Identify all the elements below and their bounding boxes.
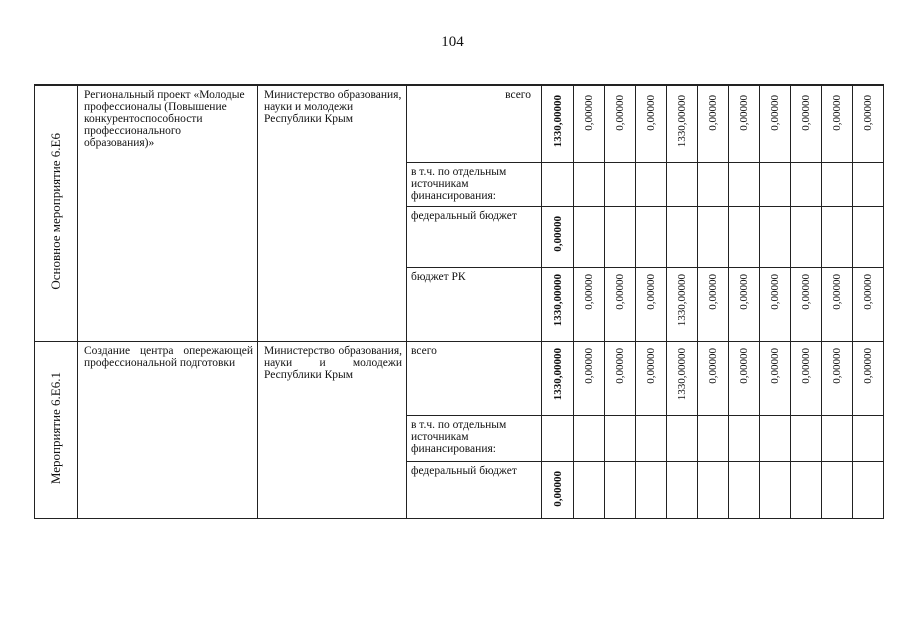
- amount-value: 0,00000: [800, 273, 812, 310]
- block-label: Основное мероприятие 6.Е6: [48, 133, 63, 291]
- amount-cell: [729, 162, 760, 206]
- amount-value: 0,00000: [800, 95, 812, 131]
- amount-cell: [698, 206, 729, 267]
- block-label: Мероприятие 6.Е6.1: [48, 371, 63, 485]
- table-row: [35, 85, 884, 162]
- executor: Министерство образования, науки и молодежи Республики Крым: [258, 341, 407, 518]
- measure-name: Создание центра опережающей профессиональной подготовки: [78, 341, 258, 518]
- amount-cell: [853, 85, 884, 162]
- amount-value: 1330,00000: [551, 347, 564, 400]
- amount-cell: [791, 206, 822, 267]
- amount-cell: [667, 206, 698, 267]
- amount-cell: [605, 461, 636, 518]
- amount-cell: [822, 162, 853, 206]
- funding-type: в т.ч. по отдельным источникам финансирования:: [407, 415, 542, 461]
- amount-cell: [729, 415, 760, 461]
- amount-cell: [698, 267, 729, 341]
- amount-value: 1330,00000: [676, 347, 688, 400]
- funding-type: всего: [407, 341, 542, 415]
- amount-value: 0,00000: [831, 273, 843, 310]
- amount-value: 0,00000: [614, 95, 626, 131]
- amount-cell: [729, 461, 760, 518]
- table-row: [35, 341, 884, 415]
- amount-cell: [698, 341, 729, 415]
- measure-name: Региональный проект «Молодые профессионалы (Повышение конкурентоспособности профессионального образования)»: [78, 85, 258, 341]
- amount-cell: [760, 461, 791, 518]
- amount-value: 1330,00000: [676, 95, 688, 148]
- block-label-cell: [35, 341, 78, 518]
- amount-value: 0,00000: [707, 347, 719, 384]
- amount-cell: [542, 206, 574, 267]
- amount-value: 1330,00000: [676, 273, 688, 326]
- amount-cell: [853, 415, 884, 461]
- amount-cell: [791, 267, 822, 341]
- amount-value: 0,00000: [583, 95, 595, 131]
- amount-value: 0,00000: [707, 273, 719, 310]
- funding-type: федеральный бюджет: [407, 461, 542, 518]
- amount-cell: [698, 461, 729, 518]
- amount-cell: [760, 206, 791, 267]
- amount-cell: [636, 162, 667, 206]
- amount-cell: [822, 267, 853, 341]
- amount-cell: [822, 415, 853, 461]
- amount-cell: [667, 341, 698, 415]
- amount-value: 0,00000: [738, 273, 750, 310]
- amount-value: 0,00000: [583, 273, 595, 310]
- amount-cell: [542, 267, 574, 341]
- amount-cell: [605, 206, 636, 267]
- amount-cell: [729, 267, 760, 341]
- executor: Министерство образования, науки и молодежи Республики Крым: [258, 85, 407, 341]
- amount-cell: [636, 85, 667, 162]
- amount-cell: [760, 85, 791, 162]
- amount-cell: [667, 415, 698, 461]
- amount-cell: [853, 162, 884, 206]
- amount-cell: [822, 341, 853, 415]
- amount-cell: [760, 341, 791, 415]
- amount-cell: [698, 415, 729, 461]
- amount-value: 0,00000: [831, 95, 843, 131]
- amount-cell: [760, 267, 791, 341]
- funding-type: всего: [407, 85, 542, 162]
- amount-value: 0,00000: [862, 95, 874, 131]
- amount-value: 0,00000: [645, 95, 657, 131]
- amount-cell: [822, 85, 853, 162]
- amount-cell: [822, 461, 853, 518]
- amount-cell: [667, 162, 698, 206]
- amount-value: 0,00000: [738, 95, 750, 131]
- amount-cell: [574, 415, 605, 461]
- amount-cell: [574, 162, 605, 206]
- amount-cell: [791, 85, 822, 162]
- amount-cell: [667, 85, 698, 162]
- amount-cell: [853, 341, 884, 415]
- amount-cell: [760, 415, 791, 461]
- amount-cell: [605, 162, 636, 206]
- amount-value: 0,00000: [800, 347, 812, 384]
- amount-cell: [853, 206, 884, 267]
- amount-cell: [574, 267, 605, 341]
- amount-cell: [605, 85, 636, 162]
- amount-cell: [822, 206, 853, 267]
- amount-cell: [729, 206, 760, 267]
- amount-cell: [605, 341, 636, 415]
- amount-value: 0,00000: [614, 347, 626, 384]
- amount-value: 0,00000: [583, 347, 595, 384]
- amount-cell: [542, 162, 574, 206]
- amount-cell: [605, 267, 636, 341]
- amount-cell: [729, 341, 760, 415]
- amount-cell: [542, 461, 574, 518]
- amount-cell: [542, 415, 574, 461]
- amount-value: 1330,00000: [551, 273, 564, 326]
- amount-value: 0,00000: [769, 95, 781, 131]
- funding-table: [34, 84, 884, 519]
- amount-cell: [605, 415, 636, 461]
- amount-value: 0,00000: [551, 470, 564, 507]
- block-label-cell: [35, 85, 78, 341]
- funding-type: федеральный бюджет: [407, 206, 542, 267]
- amount-value: 0,00000: [551, 215, 564, 252]
- amount-value: 0,00000: [862, 273, 874, 310]
- amount-value: 0,00000: [769, 347, 781, 384]
- amount-cell: [636, 267, 667, 341]
- amount-cell: [636, 341, 667, 415]
- amount-value: 0,00000: [831, 347, 843, 384]
- funding-type: в т.ч. по отдельным источникам финансирования:: [407, 162, 542, 206]
- amount-value: 1330,00000: [551, 95, 564, 148]
- amount-cell: [574, 341, 605, 415]
- amount-cell: [698, 85, 729, 162]
- page-number: 104: [441, 34, 464, 50]
- funding-type: бюджет РК: [407, 267, 542, 341]
- amount-value: 0,00000: [614, 273, 626, 310]
- amount-cell: [542, 85, 574, 162]
- amount-cell: [667, 267, 698, 341]
- amount-value: 0,00000: [707, 95, 719, 131]
- amount-cell: [791, 341, 822, 415]
- amount-cell: [791, 461, 822, 518]
- amount-cell: [574, 85, 605, 162]
- amount-cell: [667, 461, 698, 518]
- amount-cell: [853, 267, 884, 341]
- amount-value: 0,00000: [738, 347, 750, 384]
- amount-cell: [791, 162, 822, 206]
- amount-cell: [791, 415, 822, 461]
- amount-cell: [574, 461, 605, 518]
- amount-cell: [698, 162, 729, 206]
- amount-cell: [636, 206, 667, 267]
- amount-cell: [729, 85, 760, 162]
- amount-cell: [542, 341, 574, 415]
- amount-value: 0,00000: [862, 347, 874, 384]
- amount-cell: [853, 461, 884, 518]
- amount-cell: [636, 461, 667, 518]
- amount-value: 0,00000: [645, 273, 657, 310]
- amount-value: 0,00000: [769, 273, 781, 310]
- amount-cell: [636, 415, 667, 461]
- amount-cell: [574, 206, 605, 267]
- amount-value: 0,00000: [645, 347, 657, 384]
- amount-cell: [760, 162, 791, 206]
